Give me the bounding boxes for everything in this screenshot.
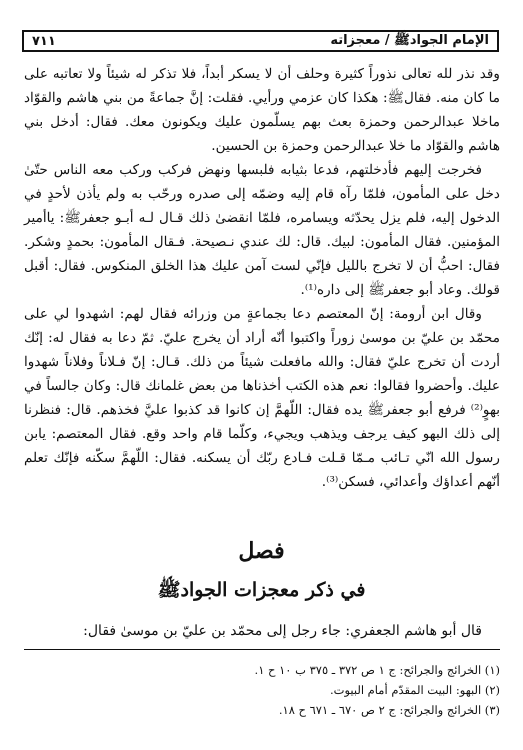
text-line: فقال: أدخل بني هاشم والقوّاد ما خلا عبدالرحمن وحمزة بن الحسين. xyxy=(24,114,500,154)
text-line: على محمّد بن عليّ بن موسىٰ زوراً واكتبوا أنّه أراد أن يخرج عليّ. ثمّ دعا به فقال xyxy=(24,306,500,346)
text-line: الخلق المنكوس. فقال: أقبل قولك. وعاد أبو جعفرﷺ إلى داره⁽¹⁾. xyxy=(24,258,500,298)
text-line: المأمون: بحمدٍ وشكر. فقال: احبُّ أن لا تخرج بالليل فإنّي لست آمن عليك هذا xyxy=(24,234,501,274)
paragraph-2 xyxy=(24,158,500,302)
section-heading: فصل xyxy=(238,538,285,564)
text-line: حتّىٰ دخل على المأمون، فلمّا رآه قام إليه وضمّه إلى صدره ورحّب به ولم يأذن xyxy=(24,162,500,202)
text-line: لأحدٍ في الدخول إليه، فلم يزل يحدّثه ويسامره، فلمّا انقضىٰ ذلك قـال لـه أبـو xyxy=(24,186,501,226)
page-number: ٧١١ xyxy=(32,33,56,49)
footnote-2: (٢) البهو: البيت المقدّم أمام البيوت. xyxy=(329,683,500,697)
body-text xyxy=(24,62,500,494)
closing-line: قال أبو هاشم الجعفري: جاء رجل إلى محمّد بن عليّ بن موسىٰ فقال: xyxy=(83,623,482,639)
text-line: له: إنّك أردت أن تخرج عليّ فقال: والله مافعلت شيئاً من ذلك. قـال: إنّ فـلاناً xyxy=(24,330,500,370)
footnote-divider xyxy=(24,649,500,650)
footnotes xyxy=(24,660,500,720)
text-line: على ما كان منه. فقالﷺ: هكذا كان عزمي ورأيي. فقلت: إنَّ جماعةً من بني xyxy=(24,66,501,106)
text-line: فخرجت إليهم فأدخلتهم، فدعا بثيابه فلبسها ونهض فركب وركب معه الناس xyxy=(53,162,482,178)
text-line: جعفرﷺ: ياأمير المؤمنين. فقال المأمون: لبيك. قال: لك عندي نـصيحة. فـقال xyxy=(24,210,501,250)
text-line: وقد نذر لله تعالى نذوراً كثيرة وحلف أن لا يسكر أبداً، فلا تذكر له شيئاً ولا تعاتبه xyxy=(52,66,500,82)
text-line: يسكنه. فقال: اللّهمَّ سكّنه فإنّك تعلم أنّهم أعداؤك وأعدائي، فسكن⁽³⁾. xyxy=(24,450,500,490)
text-line: عليَّ فخذهم. قال: فنظرنا إلى ذلك البهو كيف يرجف ويذهب ويجيء، وكلّما قام xyxy=(24,402,500,442)
text-line: وقال ابن أرومة: إنّ المعتصم دعا بجماعةٍ من وزرائه فقال لهم: اشهدوا لي xyxy=(53,306,482,322)
footnote-1: (١) الخرائج والجرائح: ج ١ ص ٣٧٢ ـ ٣٧٥ ب ١٠ ح ١. xyxy=(254,663,500,677)
header-title: الإمام الجوادﷺ / معجزاته xyxy=(330,32,489,48)
text-line: قال: وكان جالساً في بهوٍ⁽²⁾ فرفع أبو جعفرﷺ يده فقال: اللّهمَّ إن كانوا قد كذبوا xyxy=(24,378,501,418)
paragraph-3 xyxy=(24,302,500,494)
paragraph-1 xyxy=(24,62,500,158)
text-line: هاشم والقوّاد ماخلا عبدالرحمن وحمزة بعث بهم يسلّمون عليك ويكونون معك. xyxy=(24,90,500,130)
footnote-3: (٣) الخرائج والجرائح: ج ٢ ص ٦٧٠ ـ ٦٧١ ح ١٨. xyxy=(278,703,500,717)
text-line: واحد وقع. فقال المعتصم: يابن رسول الله انّي تـائب مـمّا قـلت فـادع ربّك أن xyxy=(24,426,500,466)
running-header xyxy=(22,30,499,52)
text-line: وفلاناً شهدوا عليك. وأحضروا فقالوا: نعم هذه الكتب أخذناها من بعض غلمانك xyxy=(24,354,500,394)
section-subheading: في ذكر معجزات الجوادﷺ xyxy=(157,579,366,601)
